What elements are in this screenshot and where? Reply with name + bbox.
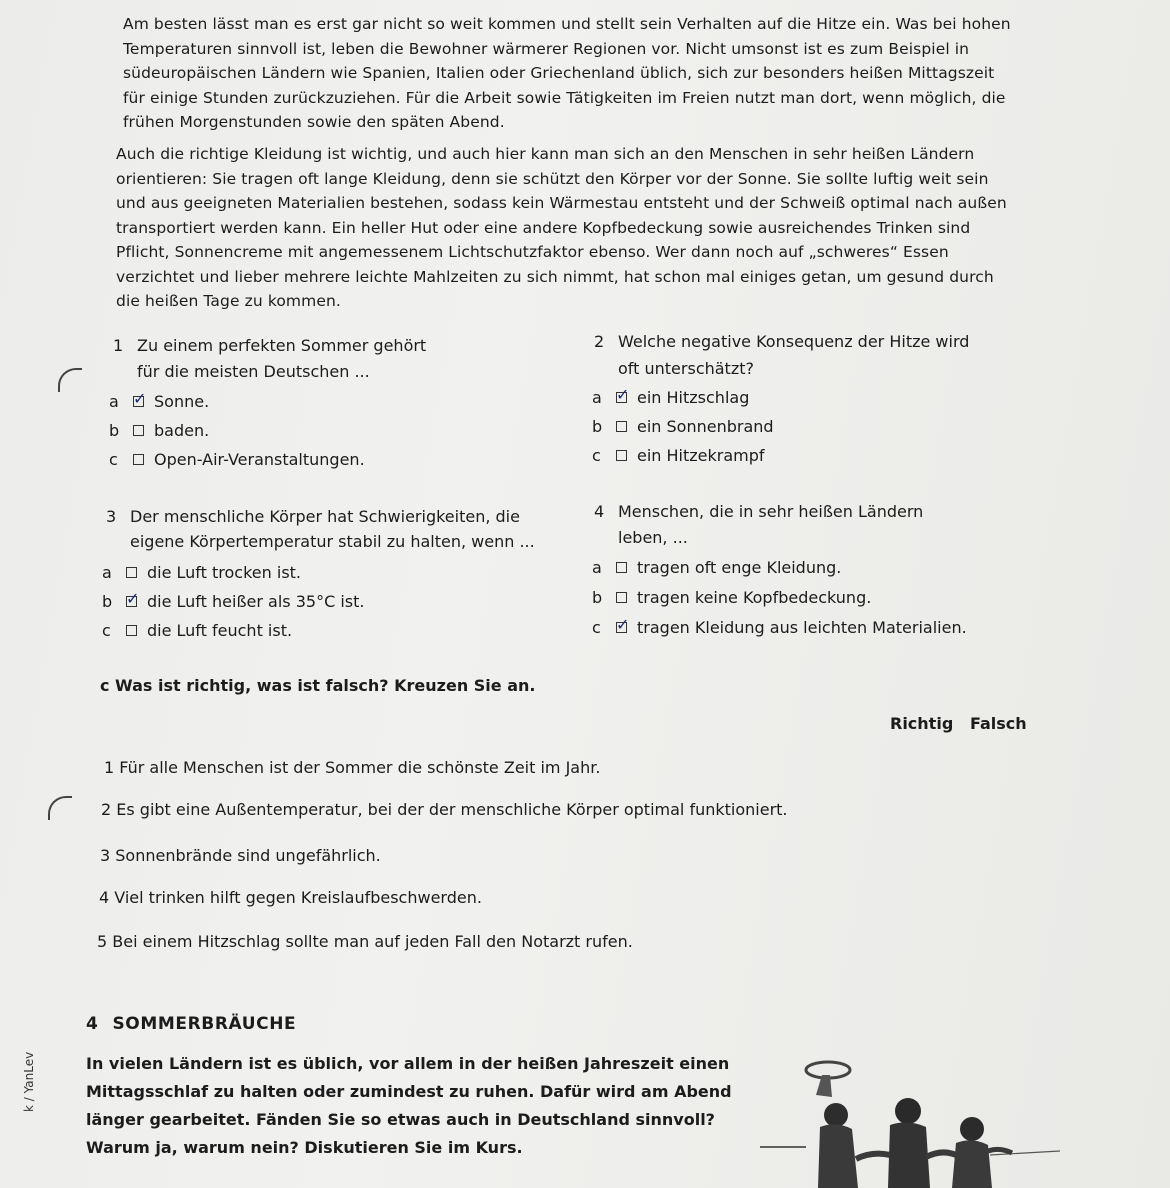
checkbox[interactable] [126,567,137,578]
option-2a[interactable]: a ✓ ein Hitzschlag [592,388,749,407]
option-3c[interactable]: c die Luft feucht ist. [102,621,293,640]
people-photo-illustration [760,1055,1060,1188]
question-text-cont: eigene Körpertemperatur stabil zu halten, wenn ... [130,532,535,551]
question-number: 2 [594,332,605,351]
statement-3: 3 Sonnenbrände sind ungefährlich. [100,846,381,865]
question-text-cont: oft unterschätzt? [618,359,754,378]
option-1b[interactable]: b baden. [109,421,210,440]
margin-mark [58,368,82,392]
checkbox[interactable] [616,562,627,573]
question-number: 4 [594,502,605,521]
option-1a[interactable]: a ✓ Sonne. [109,392,209,411]
section-4-text: In vielen Ländern ist es üblich, vor allem in der heißen Jahreszeit einen Mittagsschlaf zu halten oder zumindest zu ruhen. Dafür wird am Abend länger gearbeitet. Fänden Sie so etwas auch in Deutschland sinnvoll? Warum ja, warum nein? Diskutieren Sie im Kurs. [86,1054,732,1157]
checkbox[interactable] [616,450,627,461]
question-number: 3 [106,507,117,526]
option-3a[interactable]: a die Luft trocken ist. [102,563,302,582]
option-4b[interactable]: b tragen keine Kopfbedeckung. [592,588,872,607]
checkbox[interactable] [133,425,144,436]
checkbox[interactable] [616,592,627,603]
column-falsch: Falsch [970,714,1027,733]
question-text-cont: für die meisten Deutschen ... [137,362,370,381]
photo-credit: k / YanLev [22,1051,36,1112]
checkbox[interactable] [126,625,137,636]
question-text: Menschen, die in sehr heißen Ländern [618,502,924,521]
question-text: Welche negative Konsequenz der Hitze wird [618,332,970,351]
option-4a[interactable]: a tragen oft enge Kleidung. [592,558,842,577]
checkbox[interactable] [616,421,627,432]
margin-mark [48,796,72,820]
statement-1: 1 Für alle Menschen ist der Sommer die schönste Zeit im Jahr. [104,758,601,777]
paragraph-kleidung: Auch die richtige Kleidung ist wichtig, und auch hier kann man sich an den Menschen in sehr heißen Ländern orientieren: Sie tragen oft lange Kleidung, denn sie schützt den Körper vor der Sonne. Sie sollte luftig weit sein und aus geeigneten Materialien bestehen, sodass kein Wärmestau entsteht und der Schweiß optimal nach außen transportiert werden kann. Ein heller Hut oder eine andere Kopfbedeckung sowie ausreichendes Trinken sind Pflicht, Sonnencreme mit angemessenem Lichtschutzfaktor ebenso. Wer dann noch auf „schweres“ Essen verzichtet und lieber mehrere leichte Mahlzeiten zu sich nimmt, hat schon mal einiges getan, um gesund durch die heißen Tage zu kommen. [116,145,1007,310]
option-2c[interactable]: c ein Hitzekrampf [592,446,765,465]
column-richtig: Richtig [890,714,954,733]
question-text-cont: leben, ... [618,528,688,547]
statement-2: 2 Es gibt eine Außentemperatur, bei der der menschliche Körper optimal funktioniert. [101,800,788,819]
option-2b[interactable]: b ein Sonnenbrand [592,417,774,436]
section-4-heading: 4 SOMMERBRÄUCHE [86,1014,297,1034]
question-text: Der menschliche Körper hat Schwierigkeiten, die [130,507,520,526]
statement-5: 5 Bei einem Hitzschlag sollte man auf jeden Fall den Notarzt rufen. [97,932,633,951]
option-3b[interactable]: b ✓ die Luft heißer als 35°C ist. [102,592,364,611]
paragraph-hitze-verhalten: Am besten lässt man es erst gar nicht so weit kommen und stellt sein Verhalten auf die Hitze ein. Was bei hohen Temperaturen sinnvoll ist, leben die Bewohner wärmerer Regionen vor. Nicht umsonst ist es zum Beispiel in südeuropäischen Ländern wie Spanien, Italien oder Griechenland üblich, sich zur besonders heißen Mittagszeit für einige Stunden zurückzuziehen. Für die Arbeit sowie Tätigkeiten im Freien nutzt man dort, wenn möglich, die frühen Morgenstunden sowie den späten Abend. [123,15,1011,131]
checkbox-checked[interactable] [616,622,627,633]
checkbox-checked[interactable] [133,396,144,407]
option-1c[interactable]: c Open-Air-Veranstaltungen. [109,450,365,469]
checkbox-checked[interactable] [616,392,627,403]
question-text: Zu einem perfekten Sommer gehört [137,336,427,355]
option-4c[interactable]: c ✓ tragen Kleidung aus leichten Materialien. [592,618,967,637]
checkbox[interactable] [133,454,144,465]
checkbox-checked[interactable] [126,596,137,607]
question-number: 1 [113,336,124,355]
statement-4: 4 Viel trinken hilft gegen Kreislaufbeschwerden. [99,888,482,907]
section-c-heading: c Was ist richtig, was ist falsch? Kreuzen Sie an. [100,676,536,695]
